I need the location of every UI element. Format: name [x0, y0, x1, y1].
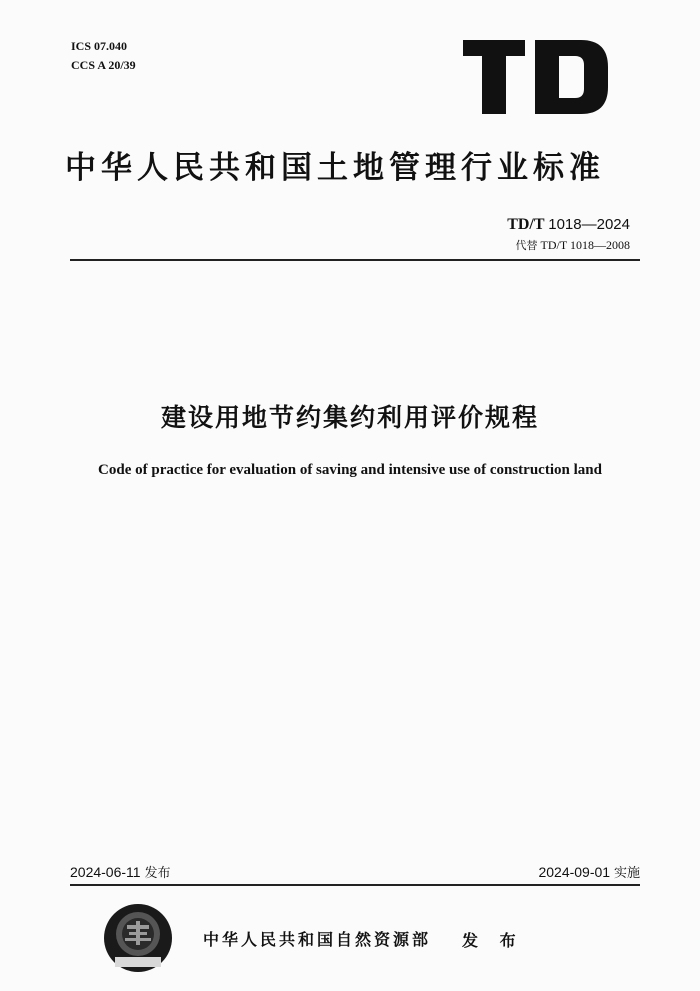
classification-codes [71, 37, 136, 75]
document-title-en: Code of practice for evaluation of saving and intensive use of construction land [98, 462, 602, 478]
implementation-date-block [538, 862, 640, 881]
sector-standard-title: 中华人民共和国土地管理行业标准 [65, 150, 605, 186]
document-title-zh: 建设用地节约集约利用评价规程 [160, 403, 539, 432]
standard-code-prefix: TD/T [507, 216, 545, 233]
dates-row [70, 862, 640, 882]
replaces-line [507, 237, 630, 253]
standard-number-block [507, 216, 630, 253]
td-logo [463, 40, 608, 114]
issue-date-block [70, 862, 170, 881]
ccs-code: CCS A 20/39 [71, 58, 136, 72]
publisher-name: 中华人民共和国自然资源部 [203, 930, 432, 949]
replaces-code: TD/T 1018—2008 [540, 238, 630, 252]
top-divider [70, 259, 640, 261]
standard-code [507, 216, 630, 234]
issue-date: 2024-06-11 [70, 864, 141, 880]
issue-label: 发布 [144, 866, 171, 881]
ics-code: ICS 07.040 [71, 39, 128, 53]
implementation-date: 2024-09-01 [538, 864, 611, 880]
standard-code-number: 1018—2024 [548, 216, 630, 233]
ministry-seal-emblem [103, 903, 173, 973]
replaces-label: 代替 [515, 239, 538, 252]
publish-label: 发 布 [462, 931, 524, 950]
bottom-divider [70, 884, 640, 886]
implementation-label: 实施 [613, 866, 640, 881]
